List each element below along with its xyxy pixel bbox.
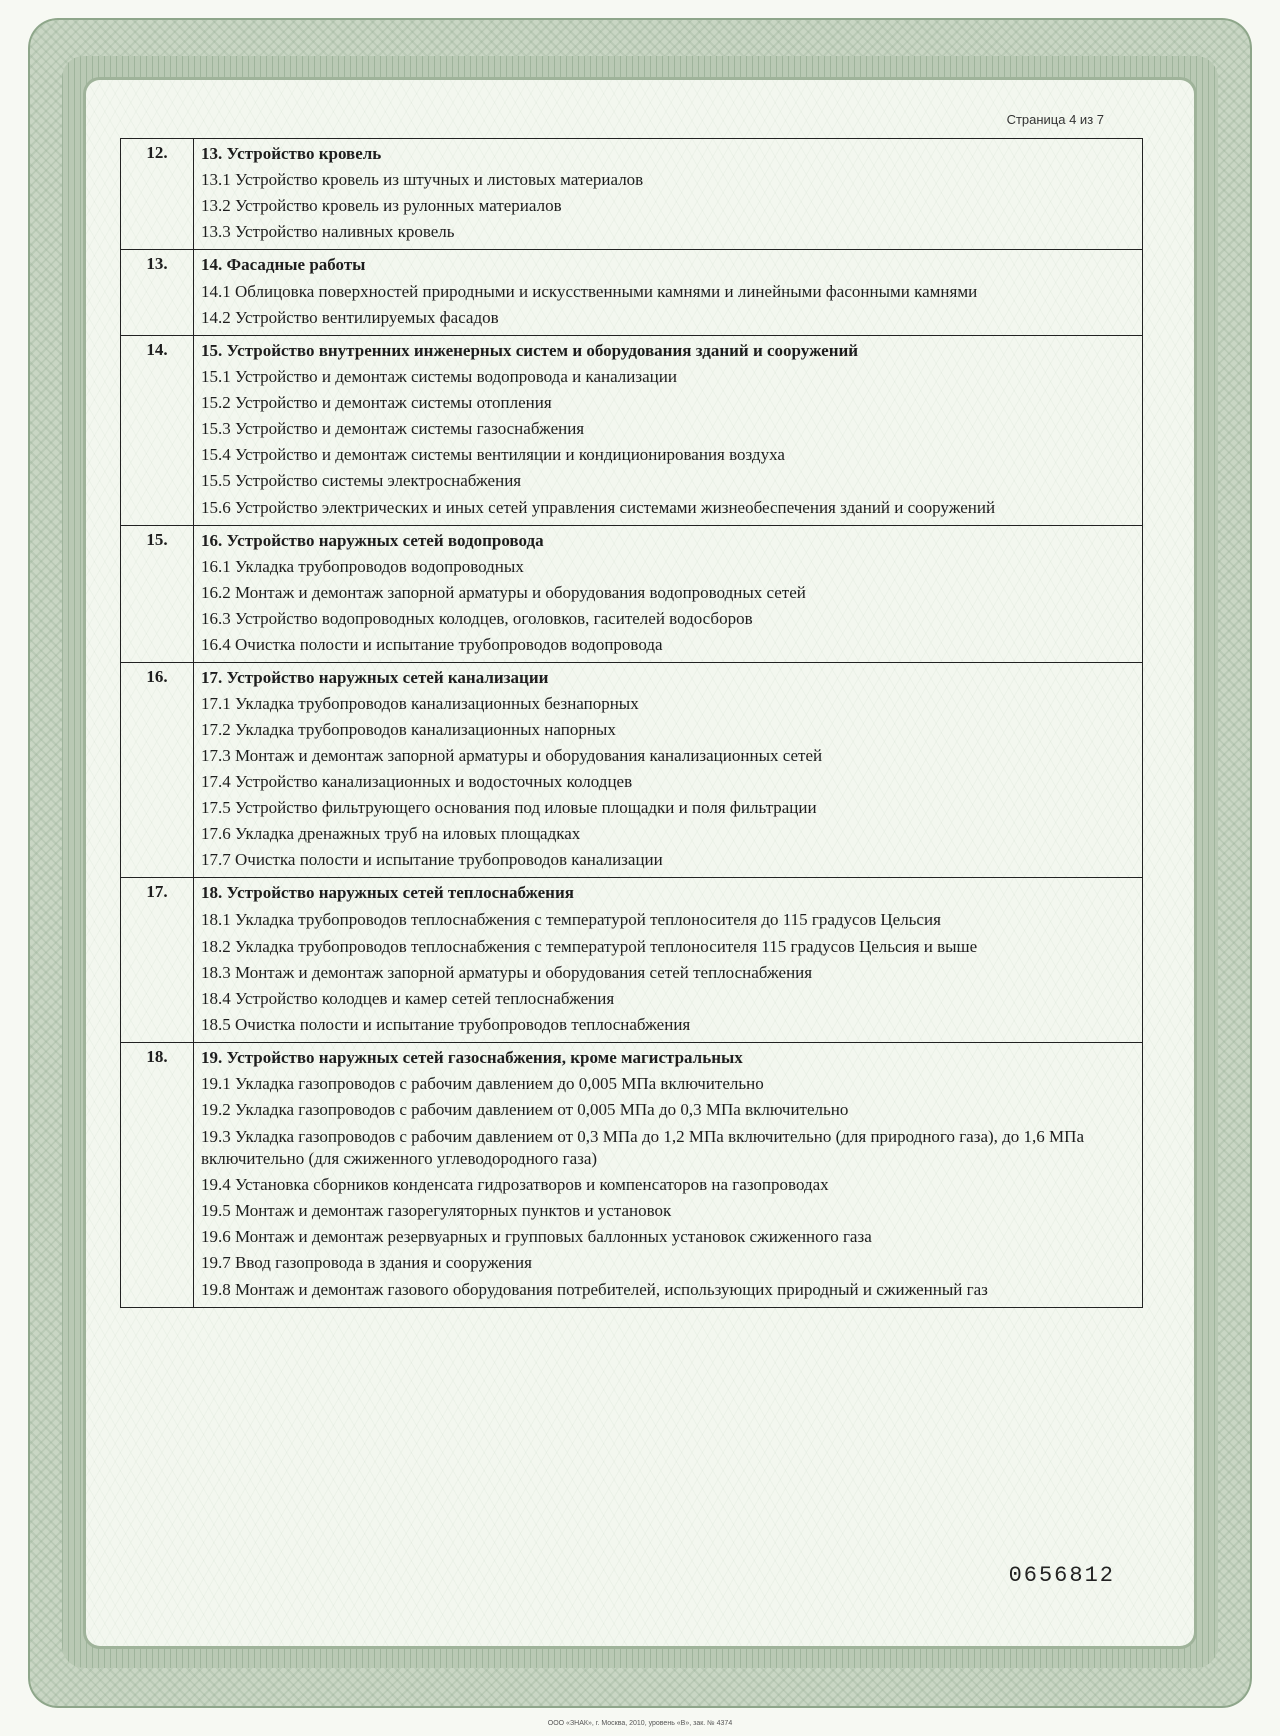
work-item: 15.3 Устройство и демонтаж системы газоснабжения — [201, 419, 585, 438]
section-title: 13. Устройство кровель — [201, 144, 382, 163]
works-table — [120, 138, 1143, 1308]
work-item: 14.1 Облицовка поверхностей природными и искусственными камнями и линейными фасонными камнями — [201, 282, 978, 301]
work-item: 15.6 Устройство электрических и иных сетей управления системами жизнеобеспечения зданий и сооружений — [201, 498, 996, 517]
work-item: 19.8 Монтаж и демонтаж газового оборудования потребителей, использующих природный и сжиженный газ — [201, 1280, 988, 1299]
work-section-row — [121, 250, 1143, 336]
work-item: 17.6 Укладка дренажных труб на иловых площадках — [201, 824, 581, 843]
work-item: 18.4 Устройство колодцев и камер сетей теплоснабжения — [201, 989, 615, 1008]
work-item: 16.4 Очистка полости и испытание трубопроводов водопровода — [201, 635, 663, 654]
work-item: 19.2 Укладка газопроводов с рабочим давлением от 0,005 МПа до 0,3 МПа включительно — [201, 1100, 849, 1119]
work-item: 18.3 Монтаж и демонтаж запорной арматуры и оборудования сетей теплоснабжения — [201, 963, 813, 982]
row-number: 17. — [121, 878, 194, 1043]
work-item: 15.1 Устройство и демонтаж системы водопровода и канализации — [201, 367, 677, 386]
section-title: 19. Устройство наружных сетей газоснабжения, кроме магистральных — [201, 1048, 743, 1067]
work-item: 19.3 Укладка газопроводов с рабочим давлением от 0,3 МПа до 1,2 МПа включительно (для природного газа), до 1,6 МПа включительно (для сжиженного углеводородного газа) — [201, 1127, 1084, 1168]
work-item: 18.1 Укладка трубопроводов теплоснабжения с температурой теплоносителя до 115 градусов Цельсия — [201, 910, 941, 929]
work-item: 17.4 Устройство канализационных и водосточных колодцев — [201, 772, 633, 791]
row-number: 13. — [121, 250, 194, 336]
work-item: 19.4 Установка сборников конденсата гидрозатворов и компенсаторов на газопроводах — [201, 1175, 829, 1194]
work-item: 17.7 Очистка полости и испытание трубопроводов канализации — [201, 850, 663, 869]
work-item: 16.3 Устройство водопроводных колодцев, оголовков, гасителей водосборов — [201, 609, 753, 628]
work-section-row — [121, 336, 1143, 526]
work-item: 16.1 Укладка трубопроводов водопроводных — [201, 557, 524, 576]
work-item: 13.2 Устройство кровель из рулонных материалов — [201, 196, 562, 215]
section-content — [194, 250, 1143, 336]
work-section-row — [121, 878, 1143, 1043]
work-item: 19.6 Монтаж и демонтаж резервуарных и групповых баллонных установок сжиженного газа — [201, 1227, 872, 1246]
section-content — [194, 526, 1143, 663]
work-item: 19.5 Монтаж и демонтаж газорегуляторных пунктов и установок — [201, 1201, 672, 1220]
work-section-row — [121, 526, 1143, 663]
section-title: 17. Устройство наружных сетей канализации — [201, 668, 549, 687]
work-item: 14.2 Устройство вентилируемых фасадов — [201, 308, 499, 327]
work-item: 13.3 Устройство наливных кровель — [201, 222, 455, 241]
section-content — [194, 878, 1143, 1043]
row-number: 16. — [121, 663, 194, 878]
section-content — [194, 1043, 1143, 1308]
work-item: 19.7 Ввод газопровода в здания и сооружения — [201, 1253, 532, 1272]
section-content — [194, 663, 1143, 878]
work-item: 15.4 Устройство и демонтаж системы вентиляции и кондиционирования воздуха — [201, 445, 785, 464]
page-counter: Страница 4 из 7 — [1006, 112, 1104, 127]
section-title: 15. Устройство внутренних инженерных систем и оборудования зданий и сооружений — [201, 341, 859, 360]
work-section-row — [121, 1043, 1143, 1308]
printer-imprint: ООО «ЗНАК», г. Москва, 2010, уровень «В», зак. № 4374 — [547, 1720, 733, 1727]
section-content — [194, 336, 1143, 526]
work-item: 17.1 Укладка трубопроводов канализационных безнапорных — [201, 694, 639, 713]
row-number: 14. — [121, 336, 194, 526]
section-title: 14. Фасадные работы — [201, 255, 366, 274]
work-item: 17.2 Укладка трубопроводов канализационных напорных — [201, 720, 616, 739]
work-item: 17.5 Устройство фильтрующего основания под иловые площадки и поля фильтрации — [201, 798, 817, 817]
work-item: 15.2 Устройство и демонтаж системы отопления — [201, 393, 552, 412]
row-number: 15. — [121, 526, 194, 663]
work-item: 17.3 Монтаж и демонтаж запорной арматуры и оборудования канализационных сетей — [201, 746, 823, 765]
row-number: 18. — [121, 1043, 194, 1308]
work-section-row — [121, 663, 1143, 878]
section-content — [194, 139, 1143, 250]
work-item: 19.1 Укладка газопроводов с рабочим давлением до 0,005 МПа включительно — [201, 1074, 764, 1093]
work-item: 13.1 Устройство кровель из штучных и листовых материалов — [201, 170, 644, 189]
work-item: 18.2 Укладка трубопроводов теплоснабжения с температурой теплоносителя 115 градусов Цельсия и выше — [201, 937, 978, 956]
work-item: 16.2 Монтаж и демонтаж запорной арматуры и оборудования водопроводных сетей — [201, 583, 806, 602]
work-item: 18.5 Очистка полости и испытание трубопроводов теплоснабжения — [201, 1015, 691, 1034]
work-section-row — [121, 139, 1143, 250]
work-item: 15.5 Устройство системы электроснабжения — [201, 471, 522, 490]
row-number: 12. — [121, 139, 194, 250]
form-serial-number: 0656812 — [1008, 1563, 1115, 1588]
section-title: 18. Устройство наружных сетей теплоснабжения — [201, 883, 574, 902]
section-title: 16. Устройство наружных сетей водопровода — [201, 531, 544, 550]
